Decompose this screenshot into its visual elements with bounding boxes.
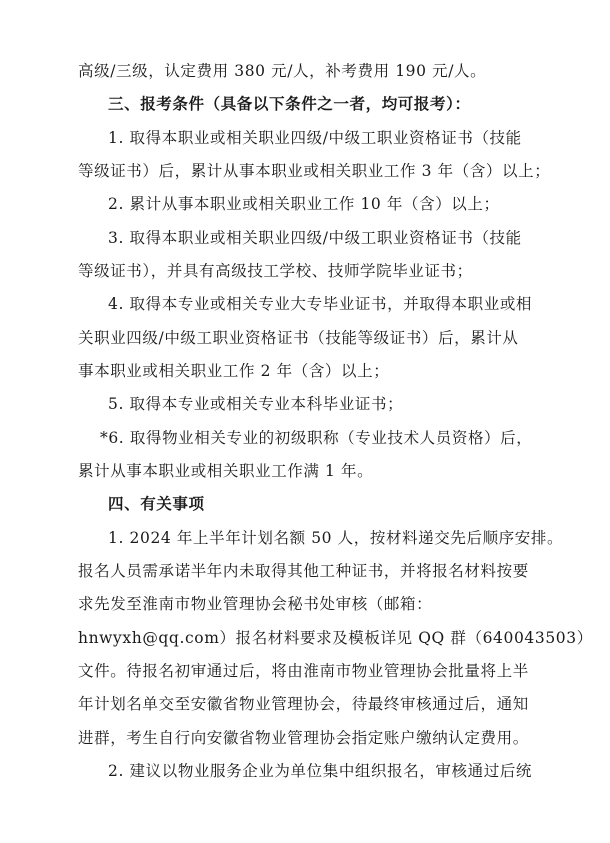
paragraph-line: 2. 累计从事本职业或相关职业工作 10 年（含）以上；: [108, 195, 500, 213]
paragraph-line: 5. 取得本专业或相关专业本科毕业证书；: [108, 395, 404, 413]
paragraph-line: 4. 取得本专业或相关专业大专毕业证书，并取得本职业或相: [108, 295, 533, 313]
paragraph-line: 事本职业或相关职业工作 2 年（含）以上；: [78, 362, 390, 380]
paragraph-line: 文件。待报名初审通过后，将由淮南市物业管理协会批量将上半: [78, 662, 529, 680]
section-heading-related-matters: 四、有关事项: [108, 494, 205, 513]
paragraph-line: 年计划名单交至安徽省物业管理协会，待最终审核通过后，通知: [78, 695, 529, 713]
section-heading-exam-conditions: 三、报考条件（具备以下条件之一者，均可报考）：: [108, 94, 471, 113]
paragraph-line: 报名人员需承诺半年内未取得其他工种证书，并将报名材料按要: [78, 562, 529, 580]
paragraph-line: 求先发至淮南市物业管理协会秘书处审核（邮箱：: [78, 595, 433, 613]
paragraph-line: 2. 建议以物业服务企业为单位集中组织报名，审核通过后统: [108, 762, 533, 780]
paragraph-line: 1. 2024 年上半年计划名额 50 人，按材料递交先后顺序安排。: [108, 529, 564, 547]
paragraph-line: 等级证书）后，累计从事本职业或相关职业工作 3 年（含）以上；: [78, 162, 551, 180]
paragraph-line: hnwyxh@qq.com）报名材料要求及模板详见 QQ 群（640043503）: [78, 629, 593, 647]
paragraph-line: 累计从事本职业或相关职业工作满 1 年。: [78, 462, 374, 480]
paragraph-line: 进群，考生自行向安徽省物业管理协会指定账户缴纳认定费用。: [78, 729, 529, 747]
paragraph-line: 等级证书），并具有高级技工学校、技师学院毕业证书；: [78, 262, 473, 280]
paragraph-line: 3. 取得本职业或相关职业四级/中级工职业资格证书（技能: [108, 229, 522, 247]
paragraph-line: 高级/三级，认定费用 380 元/人，补考费用 190 元/人。: [78, 62, 487, 80]
paragraph-line: *6. 取得物业相关专业的初级职称（专业技术人员资格）后，: [100, 429, 533, 447]
paragraph-line: 关职业四级/中级工职业资格证书（技能等级证书）后，累计从: [78, 329, 519, 347]
paragraph-line: 1. 取得本职业或相关职业四级/中级工职业资格证书（技能: [108, 129, 522, 147]
